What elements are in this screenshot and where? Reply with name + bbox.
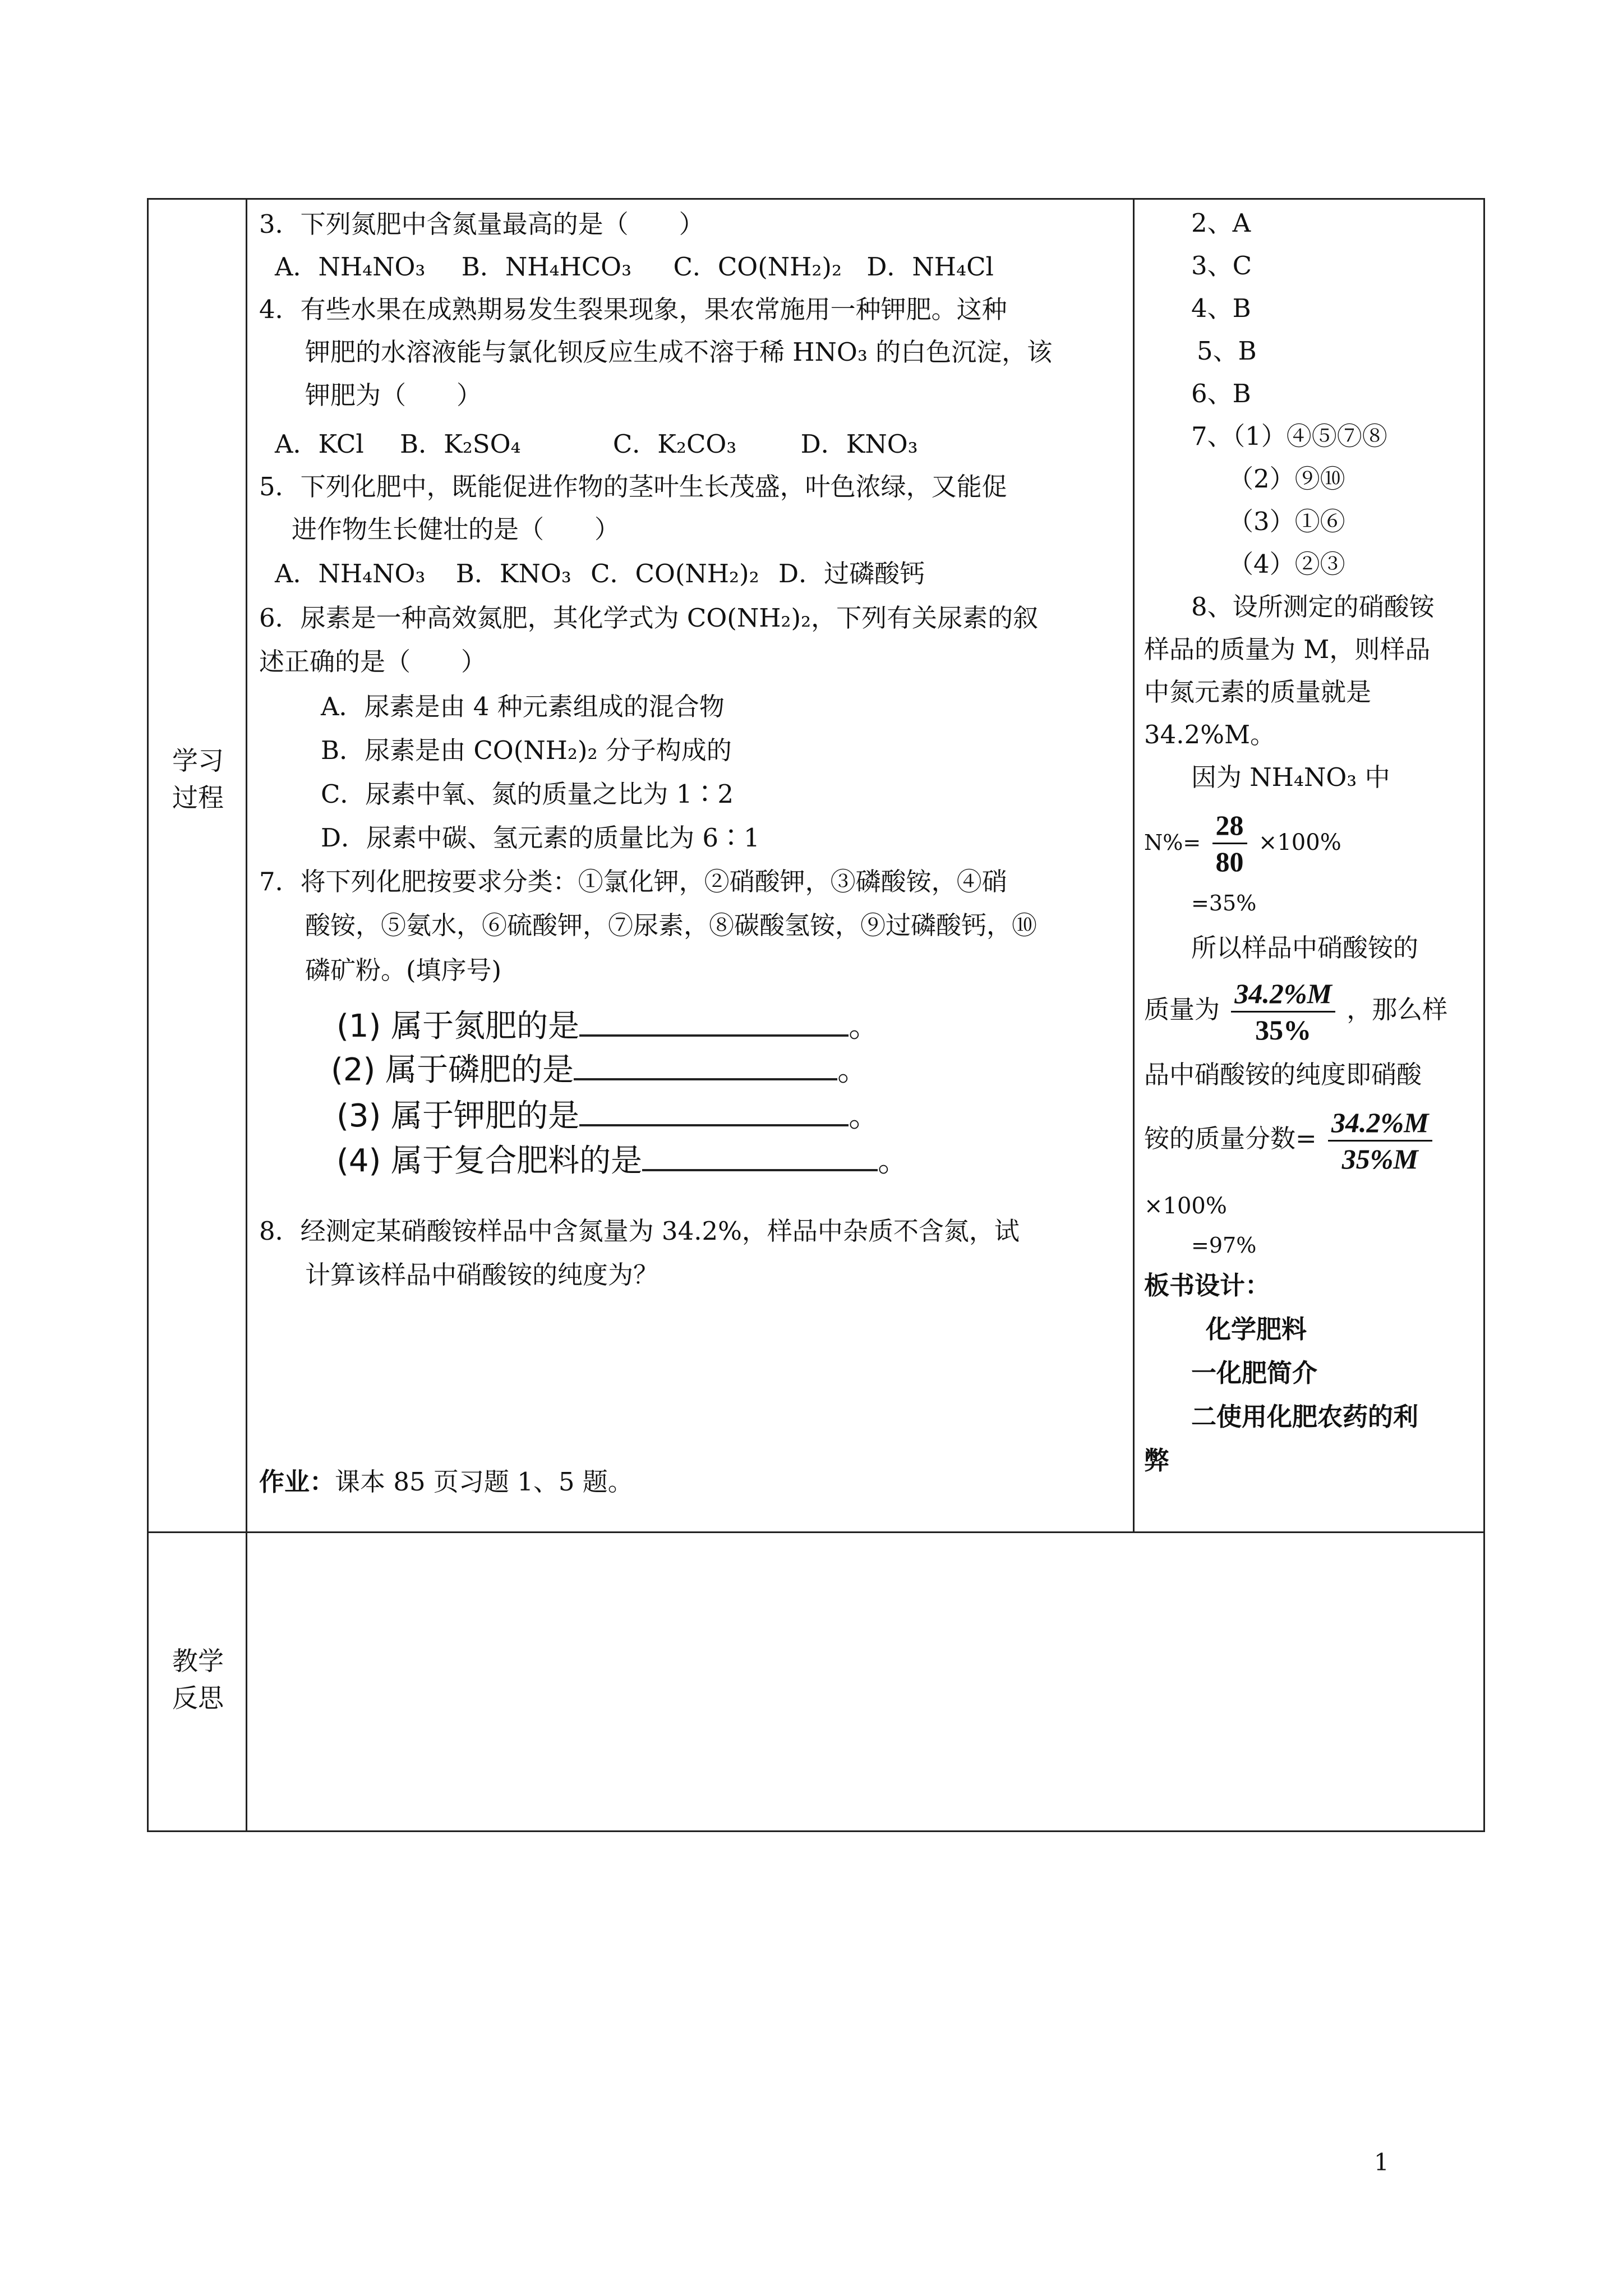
q7-period: 。: [837, 1052, 869, 1088]
fraction-numerator: 28: [1212, 808, 1247, 844]
q3-option-d: D．NH₄Cl: [866, 252, 994, 282]
answer-8-line-4: 34.2%M。: [1144, 720, 1276, 749]
q7-sub-label: (3) 属于钾肥的是: [336, 1098, 580, 1134]
board-line-4: 弊: [1144, 1446, 1170, 1475]
fraction-denominator: 35%: [1255, 1014, 1312, 1046]
q6-option-c: C．尿素中氧、氮的质量之比为 1∶2: [321, 779, 734, 809]
q5-options: [275, 557, 925, 591]
q7-sub-2: [331, 1053, 869, 1087]
q4-option-a: A．KCl: [275, 429, 364, 459]
purity-label: 铵的质量分数=: [1144, 1124, 1317, 1153]
answer-3: 3、C: [1191, 251, 1252, 280]
q3-option-a: A．NH₄NO₃: [275, 252, 426, 282]
answer-7-3: （3）①⑥: [1228, 507, 1345, 536]
answer-8-line-8: 品中硝酸铵的纯度即硝酸: [1144, 1060, 1422, 1089]
homework-text: 课本 85 页习题 1、5 题。: [335, 1467, 633, 1497]
mass-suffix: ，那么样: [1347, 995, 1448, 1024]
fraction-purity: [1328, 1105, 1432, 1176]
q4-option-b: B．K₂SO₄: [400, 429, 521, 459]
q5-line-2: 进作物生长健壮的是（ ）: [292, 514, 620, 544]
q7-line-3: 磷矿粉。(填序号): [305, 955, 502, 985]
fraction-denominator: 80: [1215, 846, 1244, 877]
q4-line-1: 4．有些水果在成熟期易发生裂果现象，果农常施用一种钾肥。这种: [259, 295, 1007, 324]
answer-8-line-6: 所以样品中硝酸铵的: [1191, 933, 1419, 963]
row-label-reflection: [151, 1642, 245, 1717]
row-label-line: 过程: [172, 783, 224, 813]
fraction-mass: [1231, 976, 1335, 1047]
answer-blank: [642, 1163, 878, 1171]
fraction-numerator: 34.2%M: [1231, 976, 1335, 1013]
q5-line-1: 5．下列化肥中，既能促进作物的茎叶生长茂盛，叶色浓绿，又能促: [259, 472, 1007, 501]
q4-options: [275, 427, 918, 461]
row-label-line: 反思: [172, 1683, 224, 1713]
answer-blank: [574, 1073, 837, 1080]
q6-option-d: D．尿素中碳、氢元素的质量比为 6∶1: [321, 823, 760, 853]
board-line-3: 二使用化肥农药的利: [1191, 1402, 1419, 1432]
times-100-percent: ×100%: [1258, 830, 1341, 855]
q7-period: 。: [849, 1008, 880, 1045]
answer-6: 6、B: [1191, 379, 1251, 408]
q7-sub-4: [336, 1144, 909, 1178]
q8-line-2: 计算该样品中硝酸铵的纯度为？: [305, 1260, 659, 1290]
q7-sub-label: (1) 属于氮肥的是: [336, 1008, 580, 1045]
purity-formula: [1144, 1099, 1436, 1178]
answer-blank: [579, 1029, 849, 1037]
answer-4: 4、B: [1191, 293, 1251, 323]
fraction-numerator: 34.2%M: [1328, 1105, 1432, 1142]
mass-label: 质量为: [1144, 995, 1220, 1024]
answer-2: 2、A: [1191, 208, 1251, 238]
result-35-percent: =35%: [1191, 891, 1257, 915]
row-label-learning-process: [151, 742, 245, 816]
q6-line-2: 述正确的是（ ）: [259, 647, 487, 677]
q6-option-a: A．尿素是由 4 种元素组成的混合物: [321, 692, 725, 721]
q6-option-b: B．尿素是由 CO(NH₂)₂ 分子构成的: [321, 735, 732, 765]
q4-line-2: 钾肥的水溶液能与氯化钡反应生成不溶于稀 HNO₃ 的白色沉淀，该: [305, 337, 1053, 367]
q8-line-1: 8．经测定某硝酸铵样品中含氮量为 34.2%，样品中杂质不含氮，试: [259, 1216, 1020, 1246]
answer-8-line-3: 中氮元素的质量就是: [1144, 677, 1372, 707]
q7-line-1: 7．将下列化肥按要求分类：①氯化钾，②硝酸钾，③磷酸铵，④硝: [259, 867, 1007, 896]
q4-line-3: 钾肥为（ ）: [305, 380, 482, 410]
table-divider: [147, 1531, 1485, 1533]
answer-blank: [579, 1119, 849, 1126]
answer-8-line-5: 因为 NH₄NO₃ 中: [1191, 762, 1390, 792]
q5-option-d: D．过磷酸钙: [778, 559, 925, 588]
q7-sub-3: [336, 1099, 880, 1133]
board-line-2: 一化肥简介: [1191, 1358, 1318, 1388]
board-design-label: 板书设计：: [1144, 1271, 1271, 1300]
row-label-line: 教学: [172, 1646, 224, 1676]
answer-8-line-2: 样品的质量为 M，则样品: [1144, 634, 1431, 664]
q5-option-b: B．KNO₃: [455, 559, 571, 588]
q6-line-1: 6．尿素是一种高效氮肥，其化学式为 CO(NH₂)₂，下列有关尿素的叙: [259, 603, 1039, 633]
q3-options: [275, 250, 994, 284]
answer-8-line-1: 8、设所测定的硝酸铵: [1191, 592, 1435, 622]
homework-label: 作业：: [259, 1467, 335, 1497]
result-97-percent: =97%: [1191, 1233, 1257, 1258]
fraction-28-80: [1212, 808, 1247, 879]
answer-5: 5、B: [1197, 336, 1257, 366]
q3-option-c: C．CO(NH₂)₂: [673, 252, 842, 282]
q7-line-2: 酸铵，⑤氨水，⑥硫酸钾，⑦尿素，⑧碳酸氢铵，⑨过磷酸钙，⑩: [305, 910, 1038, 940]
times-100-percent: ×100%: [1144, 1193, 1227, 1219]
q7-sub-1: [336, 1010, 880, 1043]
row-label-line: 学习: [172, 746, 224, 776]
homework: [259, 1465, 633, 1499]
q7-sub-label: (2) 属于磷肥的是: [331, 1052, 574, 1088]
table-divider: [1133, 198, 1135, 1533]
q7-sub-label: (4) 属于复合肥料的是: [336, 1143, 643, 1179]
q4-option-d: D．KNO₃: [800, 429, 918, 459]
q4-option-c: C．K₂CO₃: [612, 429, 737, 459]
q3-stem: 3．下列氮肥中含氮量最高的是（ ）: [259, 209, 704, 239]
q5-option-a: A．NH₄NO₃: [275, 559, 426, 588]
n-percent-label: N%=: [1144, 830, 1201, 855]
q7-period: 。: [878, 1143, 910, 1179]
q3-option-b: B．NH₄HCO₃: [461, 252, 632, 282]
answer-7-1: 7、（1）④⑤⑦⑧: [1191, 421, 1387, 451]
answer-7-4: （4）②③: [1228, 549, 1345, 579]
page-number: 1: [1374, 2148, 1389, 2176]
fraction-denominator: 35%M: [1341, 1143, 1418, 1175]
board-line-1: 化学肥料: [1206, 1314, 1307, 1344]
q5-option-c: C．CO(NH₂)₂: [591, 559, 759, 588]
nitrogen-percent-formula: [1144, 802, 1341, 882]
answer-7-2: （2）⑨⑩: [1228, 464, 1345, 494]
table-divider: [246, 198, 247, 1832]
sample-mass-formula: [1144, 970, 1447, 1049]
q7-period: 。: [849, 1098, 880, 1134]
